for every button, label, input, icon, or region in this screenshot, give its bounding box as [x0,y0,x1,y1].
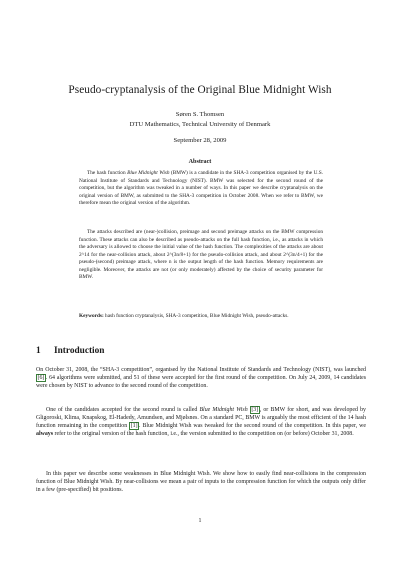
keywords-block [79,313,323,321]
abstract-p1-emphasis: Blue Midnight Wish [127,170,170,176]
intro-p2-text-b: , or BMW for short, and was developed by Gligoroski, Klima, Knapskog, El-Hadedy, Amundsen, and Mjølsnes. On a standard PC, BMW is arguably the most efficient of the 14 hash function remaining in the competition [36,407,366,429]
author-affiliation: DTU Mathematics, Technical University of Denmark [129,121,271,128]
intro-paragraph-2 [36,406,366,438]
intro-p2-strong: always [36,431,54,437]
keywords-label: Keywords: [79,313,104,319]
citation-link-1[interactable]: [1] [130,423,138,429]
keywords-text: hash function cryptanalysis, SHA-3 competition, Blue Midnight Wish, pseudo-attacks. [103,313,289,319]
page-number: 1 [198,518,202,524]
author-name: Søren S. Thomsen [175,111,225,118]
intro-paragraph-1 [36,366,366,390]
intro-p1-text-a: On October 31, 2008, the “SHA-3 competition”, organised by the National Institute of Standards and Technology (NIST), was launched [36,367,366,373]
abstract-heading: Abstract [188,159,212,165]
citation-link-6[interactable]: [6] [37,375,45,381]
paper-date: September 28, 2009 [173,137,227,144]
intro-p3-text: In this paper we describe some weaknesses in Blue Midnight Wish. We show how to easily find near-collisions in the compression function of Blue Midnight Wish. By near-collisions we mean a pair of inputs to the compression function for which the outputs only differ in a few (pre-specified) bit positions. [36,471,366,493]
intro-p2-text-d: refer to the original version of the hash function, i.e., the version submitted to the competition on (or before) October 31, 2008. [53,431,354,437]
paper-title: Pseudo-cryptanalysis of the Original Blue Midnight Wish [68,84,332,96]
section-title: Introduction [54,346,105,356]
abstract-paragraph-1 [79,170,323,208]
intro-paragraph-3 [36,470,366,494]
section-heading-introduction [36,346,366,356]
abstract-paragraph-2 [79,229,323,282]
intro-p2-text-c: . Blue Midnight Wish was tweaked for the second round of the competition. In this paper, we [139,423,367,429]
section-number: 1 [36,346,41,356]
abstract-p1-text-b: (BMW) is a candidate in the SHA-3 competition organised by the U.S. National Institute of Standards and Technology (NIST). BMW was selected for the second round of the competition, but the algorithm was tweaked in a number of ways. In this paper we describe cryptanalysis on the original version of BMW, as submitted to the SHA-3 competition in October 2008. When we refer to BMW, we therefore mean the original version of the algorithm. [79,170,323,206]
intro-p2-text-a: One of the candidates accepted for the second round is called [46,407,200,413]
citation-link-3[interactable]: [3] [251,407,259,413]
intro-p2-emphasis: Blue Midnight Wish [199,407,248,413]
abstract-p1-text-a: The hash function [87,170,128,176]
intro-p1-text-b: . 64 algorithms were submitted, and 51 of these were accepted for the first round of the competition. On July 24, 2009, 14 candidates were chosen by NIST to advance to the second round of the competition. [36,375,366,389]
abstract-p2-text: The attacks described are (near-)collision, preimage and second preimage attacks on the BMW compression function. These attacks can also be described as pseudo-attacks on the full hash function, i.e., as attacks in which the adversary is allowed to choose the initial value of the hash function. The complexities of the attacks are about 2^14 for the near-collision attack, about 2^(3n/8+1) for the pseudo-collision attack, and about 2^(3n/4+1) for the pseudo-(second) preimage attack, where n is the output length of the hash function. Memory requirements are negligible. Moreover, the attacks are not (or only moderately) affected by the choice of security parameter for BMW. [79,229,323,280]
